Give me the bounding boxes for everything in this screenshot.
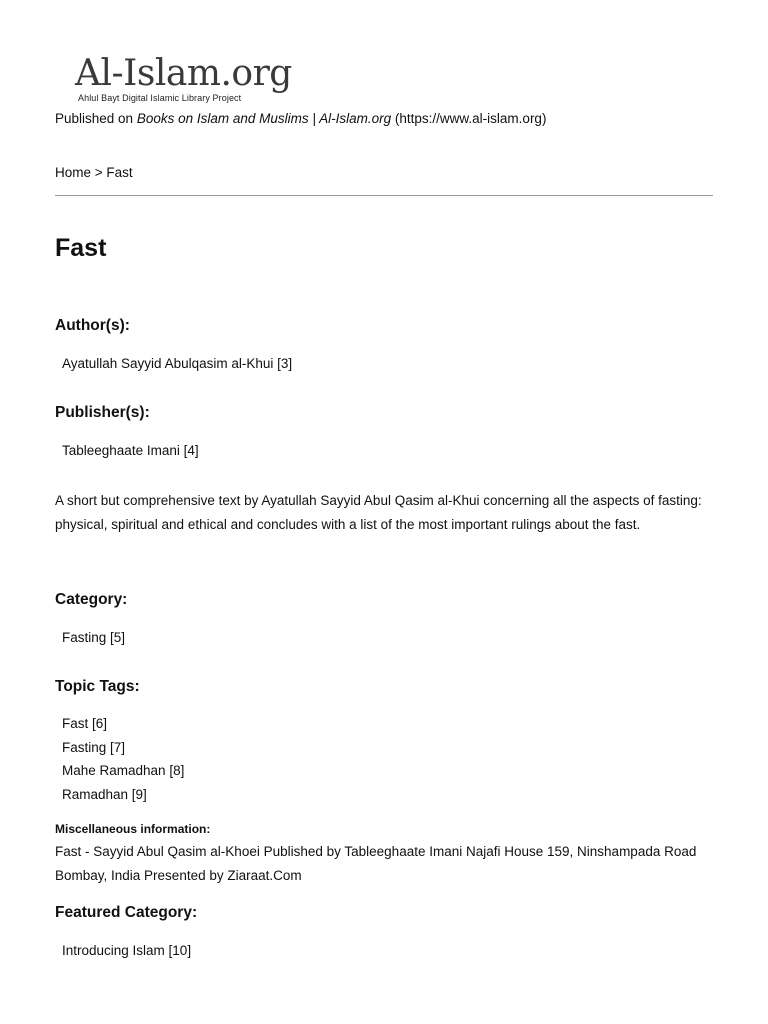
topic-tag-link[interactable]: Ramadhan [9] xyxy=(62,787,147,802)
authors-heading: Author(s): xyxy=(55,317,130,334)
published-url: (https://www.al-islam.org) xyxy=(391,111,547,126)
misc-info-text: Fast - Sayyid Abul Qasim al-Khoei Published by Tableeghaate Imani Najafi House 159, Ninshampada Road Bombay, India Presented by Ziaraat.Com xyxy=(55,844,697,883)
misc-info-heading: Miscellaneous information: xyxy=(55,822,211,836)
logo-text: Al-Islam.org xyxy=(75,53,292,94)
featured-category-heading: Featured Category: xyxy=(55,904,198,921)
divider xyxy=(55,195,713,196)
topic-tag-link[interactable]: Mahe Ramadhan [8] xyxy=(62,763,185,778)
author-link[interactable]: Ayatullah Sayyid Abulqasim al-Khui [3] xyxy=(62,356,293,371)
site-logo[interactable] xyxy=(75,53,292,106)
featured-category-link[interactable]: Introducing Islam [10] xyxy=(62,943,192,958)
breadcrumb-current: Fast xyxy=(106,165,133,180)
breadcrumb-home-link[interactable]: Home xyxy=(55,165,92,180)
topic-tags-heading: Topic Tags: xyxy=(55,678,140,695)
publisher-link[interactable]: Tableeghaate Imani [4] xyxy=(62,443,199,458)
book-description: A short but comprehensive text by Ayatullah Sayyid Abul Qasim al-Khui concerning all the aspects of fasting: physical, spiritual and ethical and concludes with a list of the most important rulings about the fast. xyxy=(55,493,702,532)
page-title: Fast xyxy=(55,234,107,262)
published-site-name: Books on Islam and Muslims | Al-Islam.org xyxy=(136,111,392,126)
category-heading: Category: xyxy=(55,591,128,608)
published-on-line xyxy=(55,111,546,126)
logo-subtitle: Ahlul Bayt Digital Islamic Library Project xyxy=(78,93,242,103)
publishers-heading: Publisher(s): xyxy=(55,404,150,421)
published-prefix: Published on xyxy=(55,111,137,126)
breadcrumb xyxy=(55,165,133,180)
category-link[interactable]: Fasting [5] xyxy=(62,630,126,645)
topic-tag-link[interactable]: Fasting [7] xyxy=(62,740,126,755)
breadcrumb-separator: > xyxy=(91,165,107,180)
topic-tag-link[interactable]: Fast [6] xyxy=(62,716,108,731)
